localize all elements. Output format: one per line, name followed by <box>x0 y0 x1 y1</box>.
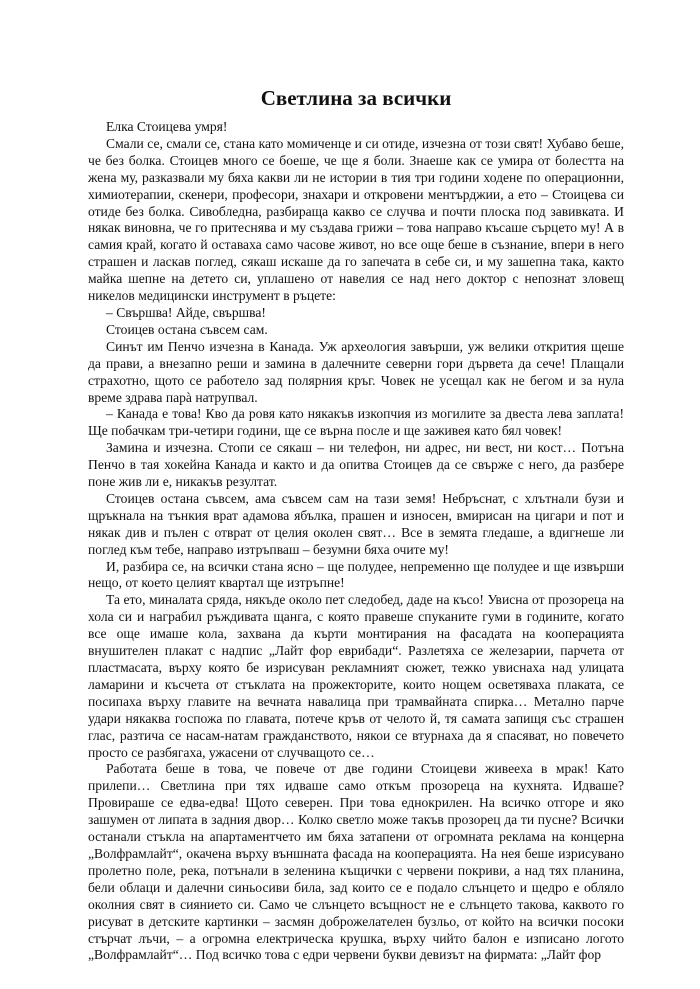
paragraph: Смали се, смали се, стана като момиченце и си отиде, изчезна от този свят! Хубаво беше, че без болка. Стоицев много се боеше, че ще я боли. Знаеше как се умира от болестта на жена му, разказвали му бяха какви ли не истории в тия три години ходене по операционни, химиотерапии, скенери, професори, знахари и откровени ментърджии, а ето – Стоицева си отиде без болка. Сивобледна, разбираща какво се случва и почти плоска под завивката. И някак виновна, че го притеснява и му създава грижи – това направо късаше сърцето му! А в самия край, когато й оставаха само часове живот, но все още беше в съзнание, впери в него страшен и ласкав поглед, сякаш искаше да го запечата в себе си, и му зашепна така, както майка шепне на детето си, уплашено от навелия се над него доктор с непознат зловещ никелов медицински инструмент в ръцете: <box>88 135 624 304</box>
paragraph: Елка Стоицева умря! <box>106 119 228 134</box>
paragraph: Та ето, миналата сряда, някъде около пет следобед, даде на късо! Увисна от прозореца на хола си и награбил ръждивата щанга, с която правеше спуканите гуми в годините, когато все още имаше кола, захвана да кърти монтирания на фасадата на кооперацията внушителен плакат с надпис „Лайт фор еврибади“. Разлетяха се железарии, парчета от пластмасата, върху която бе изрисуван рекламният сюжет, тежко увиснаха над улицата ламарини и късчета от стъклата на прожекторите, които нощем осветяваха плаката, се посипаха върху главите на вечната навалица при трамвайната спирка… Метално парче удари някаква госпожа по главата, потече кръв от челото й, тя самата запищя със страшен глас, разтича се насам-натам гражданството, някои се втурнаха да я спасяват, но повечето просто се разбягаха, ужасени от случващото се… <box>88 592 624 760</box>
document-title: Светлина за всички <box>260 86 452 110</box>
paragraph: Работата беше в това, че повече от две години Стоицеви живееха в мрак! Като прилепи… Светлина при тях идваше само откъм прозореца на кухнята. Идваше? Провираше се едва-едва! Щото северен. При това еднокрилен. На всичко отгоре и яко зашумен от липата в задния двор… Колко светло може такъв прозорец да ти пусне? Всички останали стъкла на апартаментчето им бяха затапени от огромната реклама на концерна „Волфрамлайт“, окачена върху външната фасада на кооперацията. На нея беше изрисувано пролетно поле, река, потънали в зеленина къщички с червени покриви, а над тях планина, бели облаци и далечни синьосиви била, зад които се е подало слънцето и щедро е обляло околния свят в сиянието си. Само че слънцето всъщност не е слънцето такова, каквото го рисуват в детските картинки – засмян доброжелателен бузльо, от който на всички посоки стърчат лъчи, – а огромна електрическа крушка, върху чийто балон е изписано логото „Волфрамлайт“… Под всичко това с едри червени букви девизът на фирмата: „Лайт фор <box>88 761 624 963</box>
paragraph: – Свършва! Айде, свършва! <box>106 304 266 320</box>
paragraph: И, разбира се, на всички стана ясно – ще полудее, непременно ще полудее и ще извърши нещо, от което целият квартал ще изтръпне! <box>88 558 624 591</box>
document-body <box>88 119 624 964</box>
paragraph: Стоицев остана съвсем, ама съвсем сам на тази земя! Небръснат, с хлътнали бузи и щръкнала на тънкия врат адамова ябълка, прашен и износен, вмирисан на цигари и пот и някак див и пълен с отврат от целия околен свят… Все в земята гледаше, а вдигнеше ли поглед към тебе, направо изтръпваш – безумни бяха очите му! <box>88 490 624 557</box>
paragraph: Замина и изчезна. Стопи се сякаш – ни телефон, ни адрес, ни вест, ни кост… Потъна Пенчо в тая хокейна Канада и както и да опитва Стоицев да се свърже с него, да разбере поне жив ли е, никакъв резултат. <box>88 440 624 490</box>
paragraph: Синът им Пенчо изчезна в Канада. Уж археология завърши, уж велики открития щеше да прави, а внезапно реши и замина в далечните северни гори дървета да сече! Плащали страхотно, щото се работело зад полярния кръг. Човек не усещал как не бегом и за нула време здрава парà натрупвал. <box>88 338 624 405</box>
paragraph: Стоицев остана съвсем сам. <box>106 321 268 337</box>
document-page <box>88 85 624 964</box>
paragraph: – Канада е това! Кво да ровя като някакъв изкопчия из могилите за двеста лева заплата! Ще побачкам три-четири години, ще се върна после и ще заживея като бял човек! <box>88 406 624 439</box>
